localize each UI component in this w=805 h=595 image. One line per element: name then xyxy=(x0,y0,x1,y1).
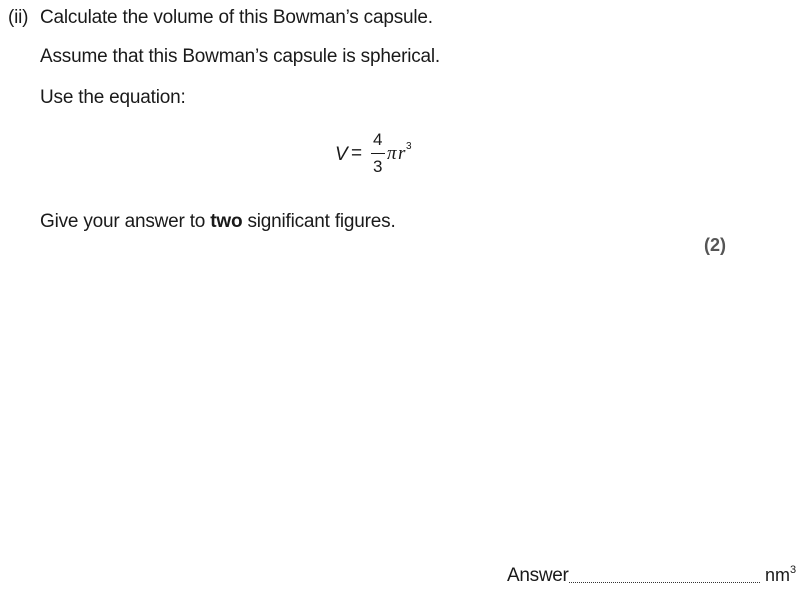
marks-indicator: (2) xyxy=(704,235,726,255)
fraction-numerator: 4 xyxy=(373,130,383,149)
answer-label: Answer xyxy=(507,565,569,586)
fraction-bar xyxy=(371,153,385,154)
question-number: (ii) xyxy=(8,7,29,28)
volume-equation xyxy=(335,130,425,186)
instruction-after: significant figures. xyxy=(242,211,396,232)
question-text: Calculate the volume of this Bowman’s capsule. xyxy=(40,7,433,28)
assumption-text: Assume that this Bowman’s capsule is spherical. xyxy=(40,46,440,67)
equation-equals: = xyxy=(351,143,363,164)
unit-text: nm xyxy=(765,565,791,585)
use-equation-text: Use the equation: xyxy=(40,87,186,108)
instruction-emphasis: two xyxy=(210,211,243,232)
radius-symbol: r xyxy=(398,143,406,164)
fraction-denominator: 3 xyxy=(373,157,383,176)
unit-exponent: 3 xyxy=(790,564,797,576)
equation-variable: V xyxy=(335,144,348,165)
answer-line[interactable] xyxy=(569,582,760,583)
pi-symbol: π xyxy=(387,143,397,164)
significant-figures-instruction xyxy=(40,211,396,233)
radius-exponent: 3 xyxy=(406,141,412,152)
answer-unit xyxy=(765,565,796,586)
instruction-before: Give your answer to xyxy=(40,211,211,232)
